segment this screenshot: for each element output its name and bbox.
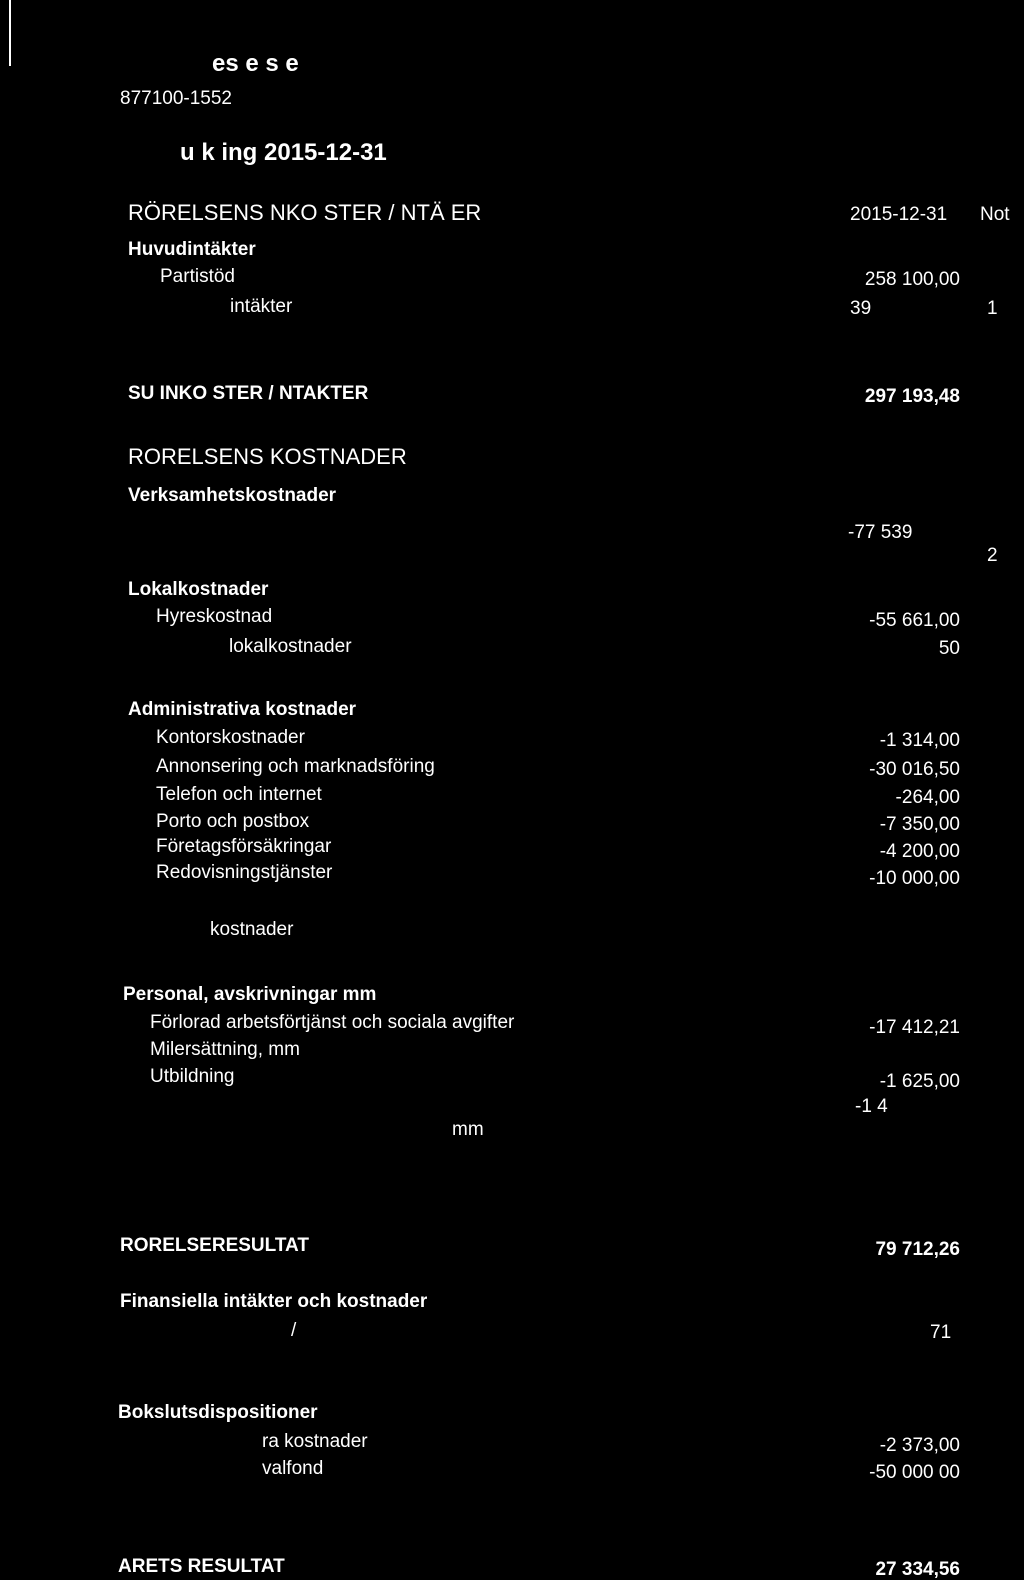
verksamhet-note: 2 [987, 545, 998, 566]
income-sum-value: 297 193,48 [864, 386, 960, 407]
verksamhet-title: Verksamhetskostnader [128, 485, 337, 506]
personal-row-value: -17 412,21 [869, 1017, 960, 1038]
org-number: 877100-1552 [120, 88, 232, 109]
lokal-row-label: lokalkostnader [229, 636, 352, 657]
admin-row-label: Annonsering och marknadsföring [156, 756, 435, 777]
admin-title: Administrativa kostnader [128, 699, 357, 720]
income-group-title: Huvudintäkter [128, 239, 256, 260]
financial-title: Finansiella intäkter och kostnader [120, 1291, 428, 1312]
admin-row-value: -7 350,00 [879, 814, 960, 835]
personal-row-value: -1 625,00 [879, 1071, 960, 1092]
admin-sum-label: kostnader [210, 919, 294, 940]
lokal-row-label: Hyreskostnad [156, 606, 273, 627]
admin-row-label: Redovisningstjänster [156, 862, 333, 883]
admin-row-value: -30 016,50 [869, 759, 960, 780]
company-name: es e s e [212, 50, 299, 77]
report-title: u k ing 2015-12-31 [180, 139, 387, 166]
bokslut-row-value: -2 373,00 [879, 1435, 960, 1456]
year-result-label: ARETS RESULTAT [118, 1556, 285, 1577]
operating-result-label: RORELSERESULTAT [120, 1235, 309, 1256]
income-row-label: intäkter [230, 296, 293, 317]
personal-sum-value: -1 4 [855, 1096, 888, 1117]
personal-row-label: Förlorad arbetsförtjänst och sociala avgifter [150, 1012, 515, 1033]
bokslut-row-value: -50 000 00 [869, 1462, 960, 1483]
personal-sum-label: mm [452, 1119, 484, 1140]
financial-value: 71 [930, 1322, 952, 1343]
personal-row-label: Milersättning, mm [150, 1039, 300, 1060]
verksamhet-value: -77 539 [848, 522, 913, 543]
year-result-value: 27 334,56 [875, 1559, 960, 1580]
bokslut-row-label: valfond [262, 1458, 324, 1479]
income-row-value: 258 100,00 [864, 269, 960, 290]
admin-row-value: -264,00 [895, 787, 960, 808]
admin-row-label: Telefon och internet [156, 784, 322, 805]
admin-row-label: Porto och postbox [156, 811, 310, 832]
lokal-row-value: 50 [938, 638, 960, 659]
personal-title: Personal, avskrivningar mm [123, 984, 377, 1005]
personal-row-label: Utbildning [150, 1066, 235, 1087]
financial-slash: / [291, 1320, 297, 1341]
income-heading: RÖRELSENS NKO STER / NTÄ ER [128, 200, 482, 225]
income-row-value: 39 [850, 298, 872, 319]
date-column-header: 2015-12-31 [850, 204, 948, 225]
income-row-label: Partistöd [160, 266, 235, 287]
admin-row-label: Kontorskostnader [156, 727, 305, 748]
admin-row-value: -10 000,00 [869, 868, 960, 889]
page-edge-line [9, 0, 11, 66]
income-row-note: 1 [987, 298, 998, 319]
costs-heading: RORELSENS KOSTNADER [128, 444, 407, 469]
lokal-row-value: -55 661,00 [869, 610, 960, 631]
income-sum-label: SU INKO STER / NTAKTER [128, 383, 369, 404]
operating-result-value: 79 712,26 [875, 1239, 960, 1260]
admin-row-value: -4 200,00 [879, 841, 960, 862]
note-column-header: Not [980, 204, 1010, 225]
admin-row-label: Företagsförsäkringar [156, 836, 332, 857]
lokal-title: Lokalkostnader [128, 579, 269, 600]
admin-row-value: -1 314,00 [879, 730, 960, 751]
bokslut-row-label: ra kostnader [262, 1431, 368, 1452]
bokslut-title: Bokslutsdispositioner [118, 1402, 318, 1423]
